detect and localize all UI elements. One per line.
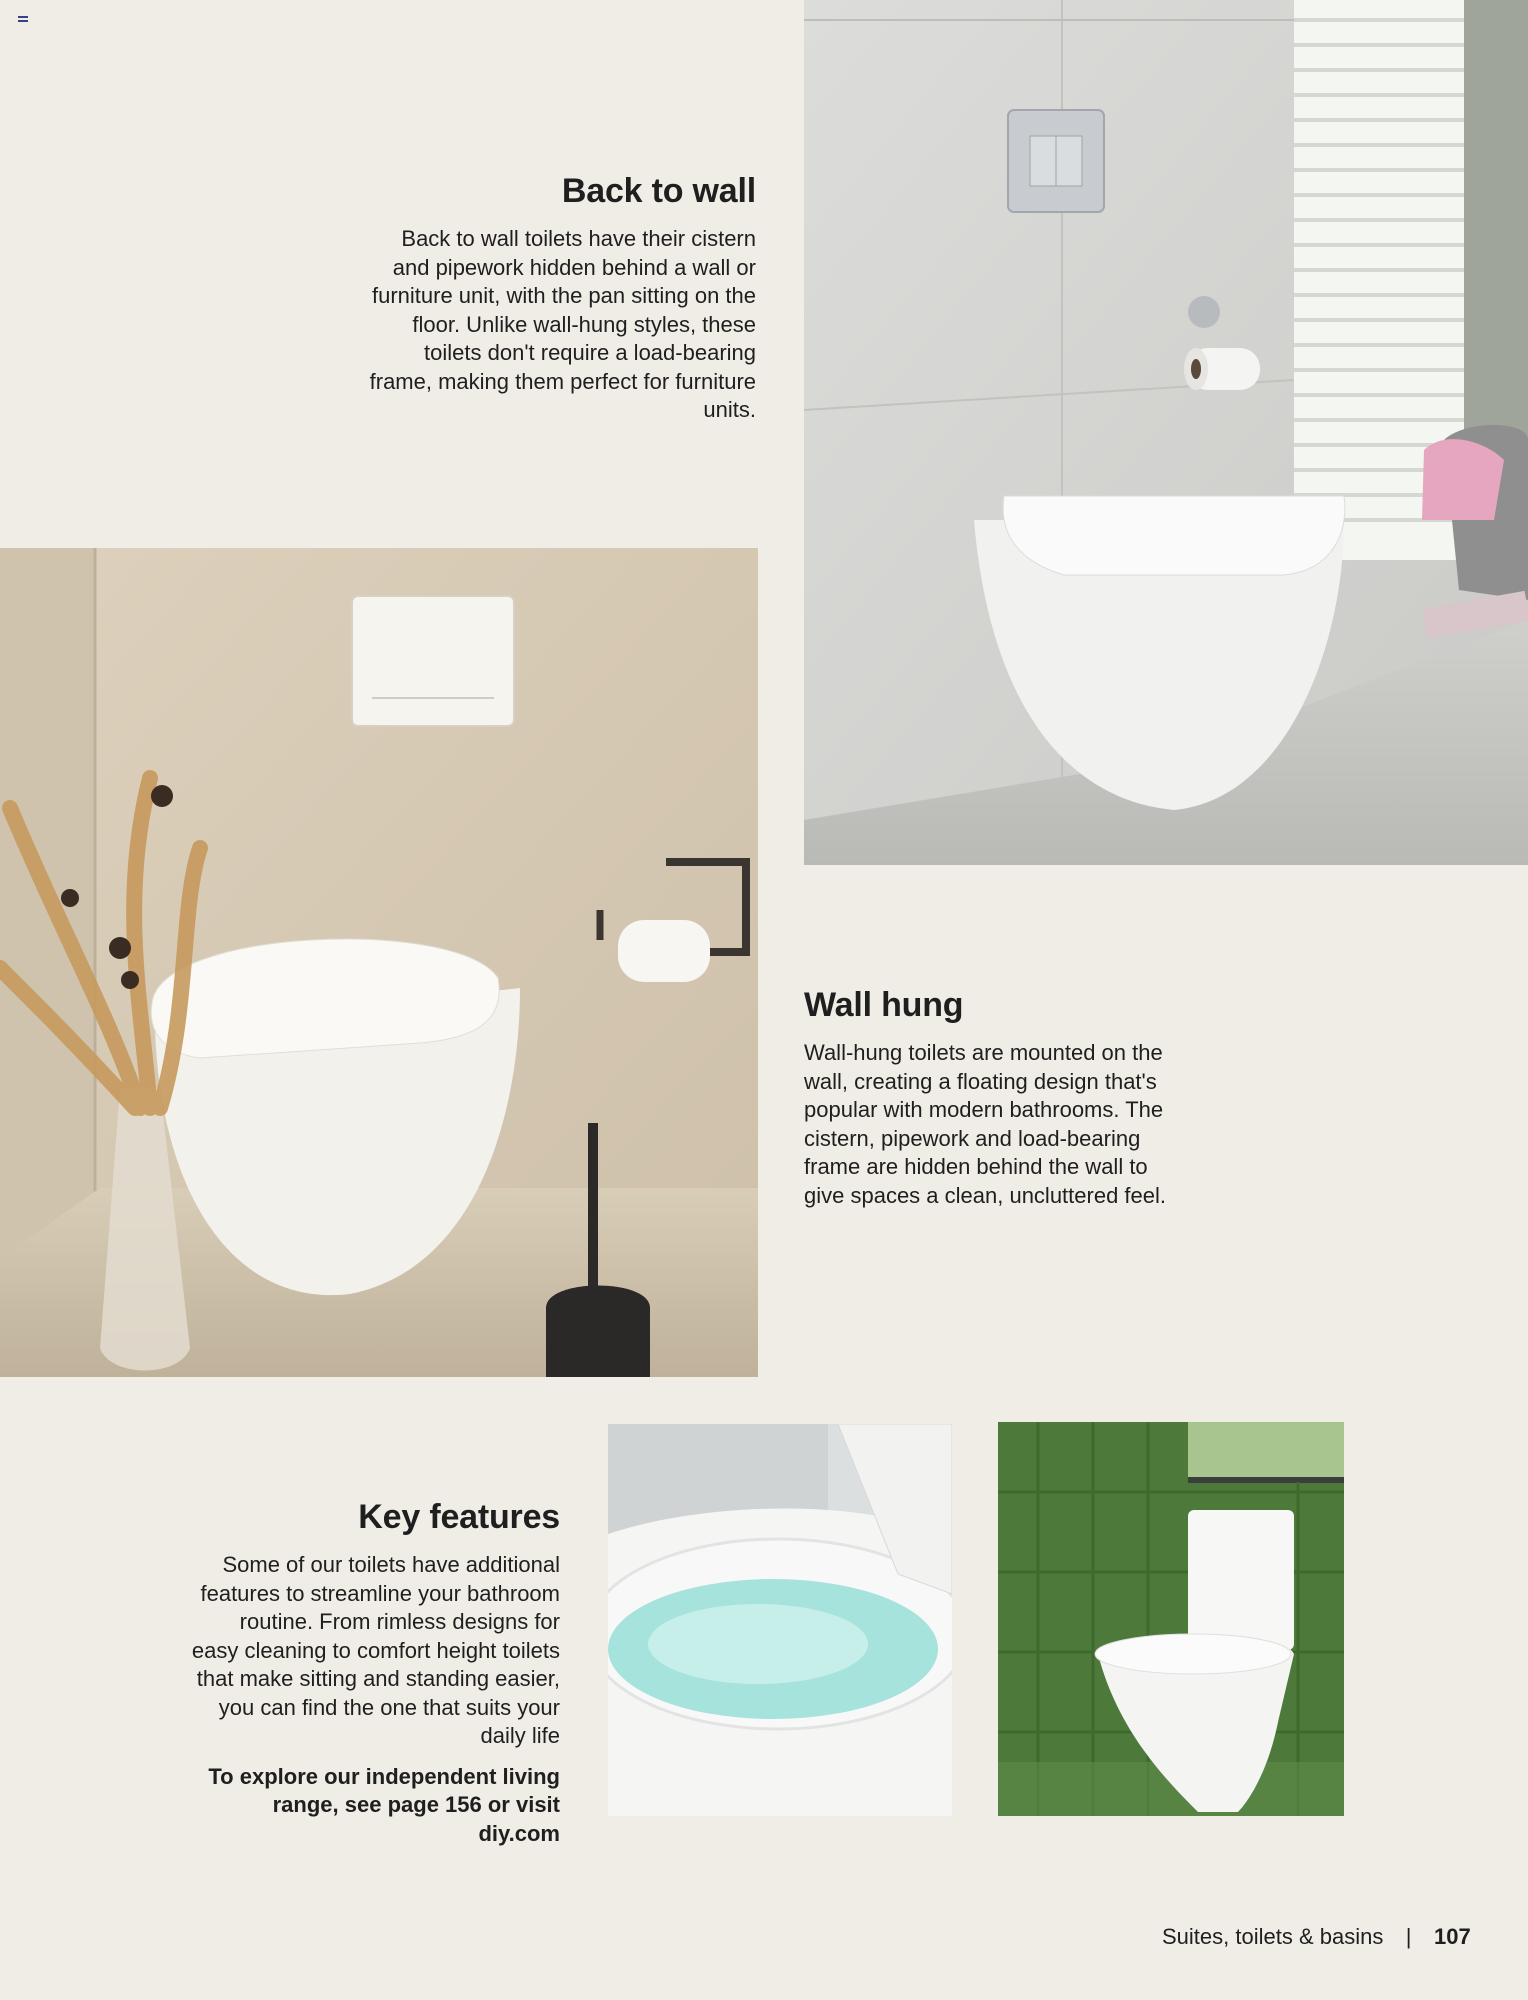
key-features-body: Some of our toilets have additional features to streamline your bathroom routine. From rimless designs for easy cleaning to comfort height toilets that make sitting and standing easier, you can find the one that suits your daily life [191, 1552, 560, 1748]
wall-hung-block [804, 986, 1176, 1210]
wall-hung-toilet-photo [0, 548, 758, 1377]
key-features-title: Key features [358, 1498, 560, 1536]
footer-section-title: Suites, toilets & basins [1162, 1924, 1384, 1949]
rimless-toilet-bowl-photo [608, 1424, 952, 1816]
wall-hung-body: Wall-hung toilets are mounted on the wall, creating a floating design that's popular with modern bathrooms. The cistern, pipework and load-bearing frame are hidden behind the wall to give spaces a clean, uncluttered feel. [804, 1040, 1167, 1208]
page-number: 107 [1433, 1924, 1471, 1949]
corner-mark-icon [18, 16, 28, 26]
key-features-cta: To explore our independent living range, see page 156 or visit diy.com [208, 1763, 560, 1846]
wall-hung-title: Wall hung [804, 986, 964, 1024]
comfort-height-toilet-photo [998, 1422, 1344, 1816]
page-footer [1162, 1924, 1482, 1954]
back-to-wall-block [360, 172, 756, 425]
footer-separator: | [1405, 1924, 1412, 1949]
key-features-block [188, 1498, 560, 1848]
back-to-wall-toilet-photo [804, 0, 1528, 865]
back-to-wall-title: Back to wall [561, 172, 756, 210]
back-to-wall-body: Back to wall toilets have their cistern and pipework hidden behind a wall or furniture unit, with the pan sitting on the floor. Unlike wall-hung styles, these toilets don't require a load-bearing frame, making them perfect for furniture units. [369, 226, 756, 422]
